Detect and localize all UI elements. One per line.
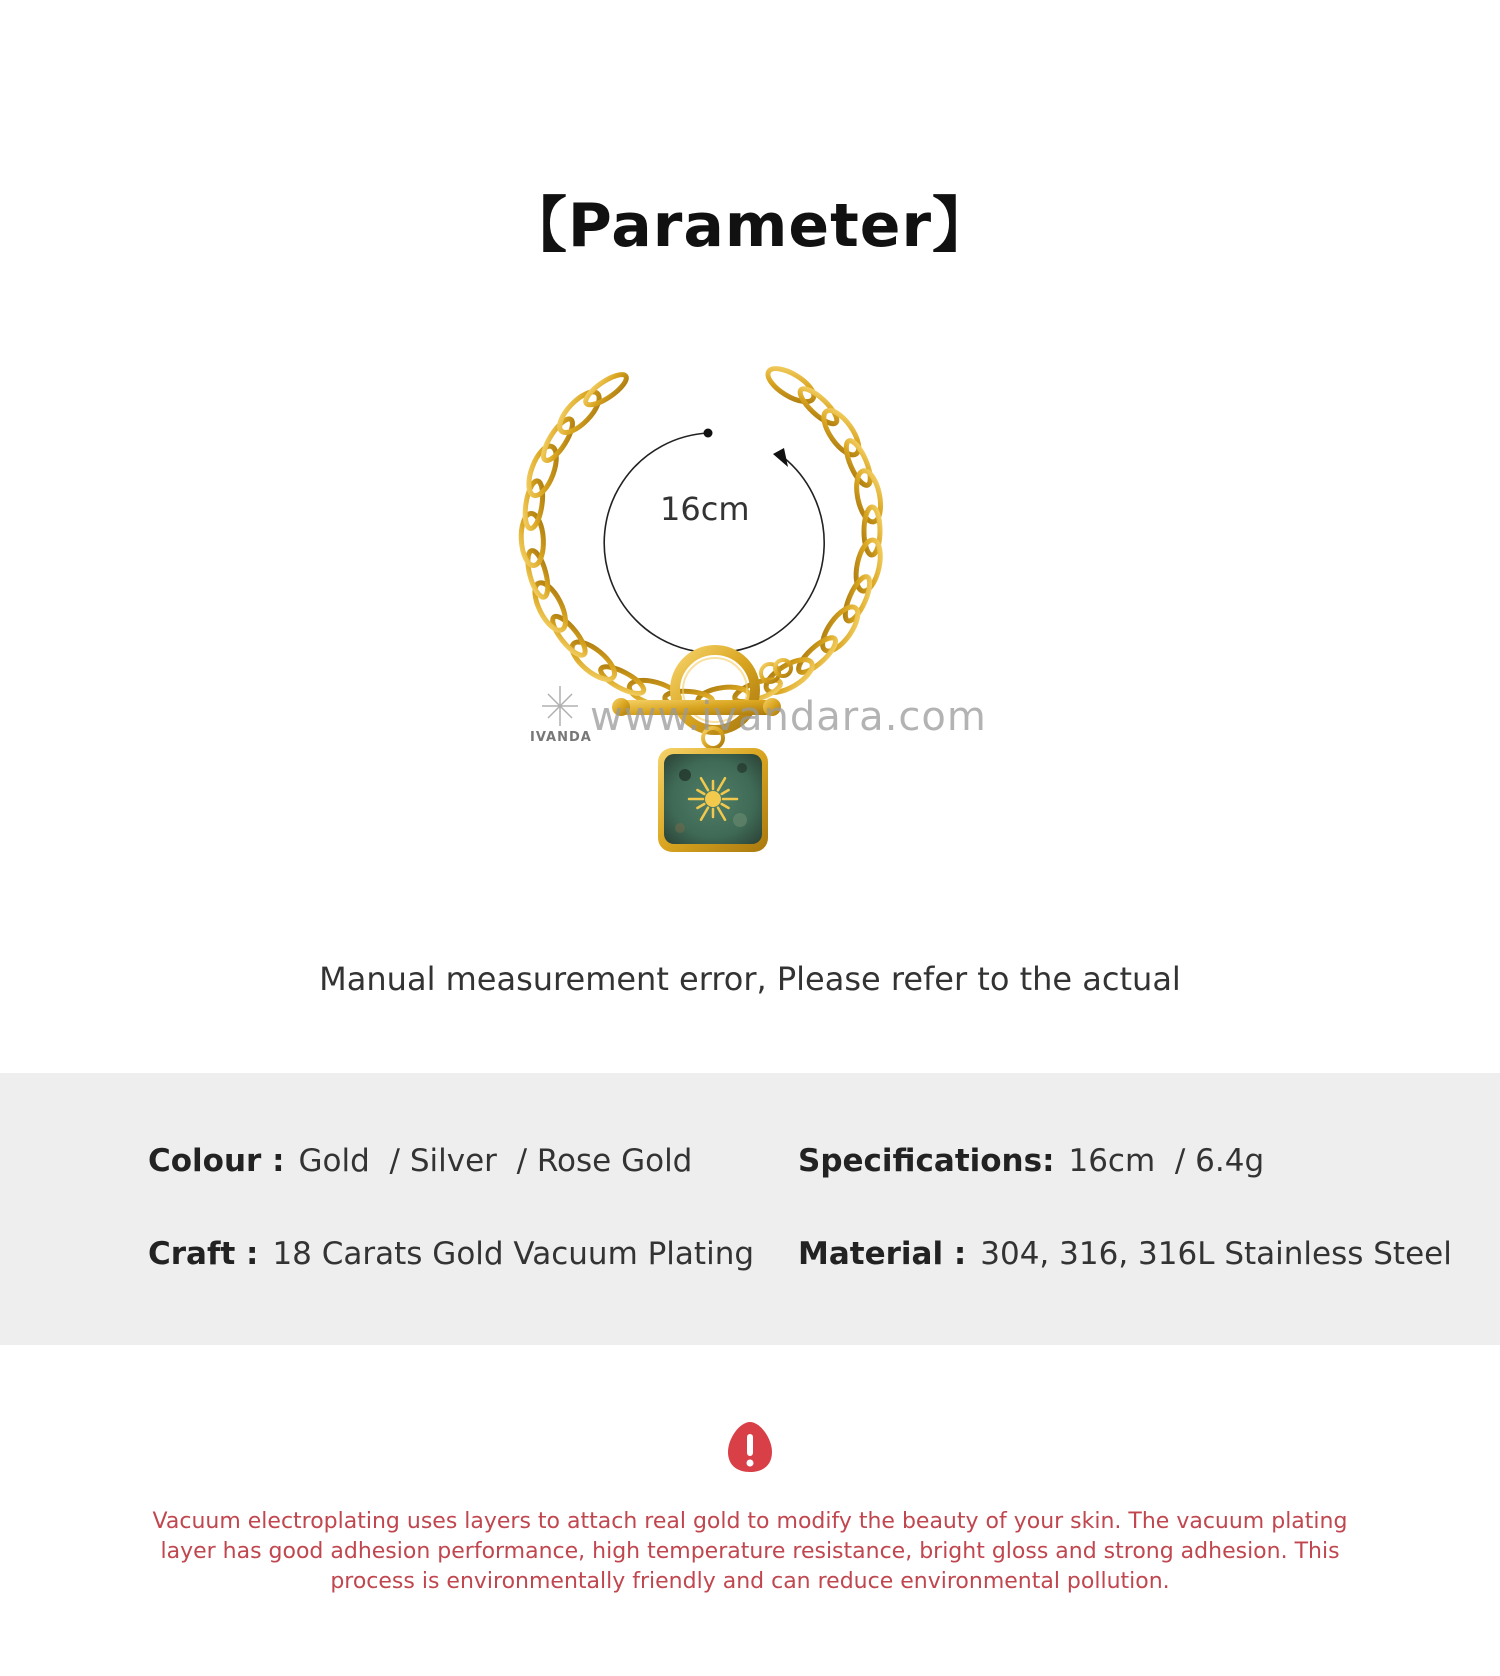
bracelet-illustration (480, 350, 1020, 930)
spec-specifications-key: Specifications: (798, 1143, 1055, 1179)
chain-link (796, 384, 842, 429)
spec-panel (0, 1073, 1500, 1345)
size-label: 16cm (660, 490, 750, 528)
spec-colour-key: Colour : (148, 1143, 285, 1179)
spec-craft-key: Craft : (148, 1236, 259, 1272)
spec-colour-value: Gold / Silver / Rose Gold (298, 1143, 693, 1179)
chain-link (763, 362, 819, 408)
chain-link (566, 636, 620, 686)
star-logo-icon (540, 684, 580, 728)
spec-craft (148, 1236, 754, 1272)
chain-link (548, 612, 590, 660)
spec-material-value: 304, 316, 316L Stainless Steel (980, 1236, 1452, 1272)
product-image (480, 350, 1020, 930)
watermark-url: www.ivandara.com (590, 694, 987, 740)
spec-specifications (798, 1143, 1264, 1179)
spec-material (798, 1236, 1452, 1272)
spec-colour (148, 1143, 692, 1179)
page-title: 【Parameter】 (506, 191, 994, 261)
spec-material-key: Material : (798, 1236, 967, 1272)
measurement-circle (604, 429, 824, 653)
measurement-note: Manual measurement error, Please refer to the actual (319, 960, 1181, 998)
watermark-brand: IVANDA (530, 730, 592, 745)
chain-link (817, 405, 865, 460)
exclamation-icon (726, 1420, 774, 1474)
chain-link (794, 633, 840, 677)
watermark (530, 690, 987, 750)
spec-specifications-value: 16cm / 6.4g (1068, 1143, 1265, 1179)
spec-craft-value: 18 Carats Gold Vacuum Plating (272, 1236, 755, 1272)
chain-link (582, 370, 631, 410)
stone-pendant (658, 748, 768, 852)
plating-disclaimer: Vacuum electroplating uses layers to attach real gold to modify the beauty of your skin. The vacuum plating layer has good adhesion performance, high temperature resistance, bright gloss and strong adhesion. This process is environmentally friendly and can reduce environmental pollution. (152, 1509, 1348, 1594)
chain-link (524, 549, 552, 600)
chain-link (816, 601, 864, 656)
chain-link (553, 386, 605, 439)
